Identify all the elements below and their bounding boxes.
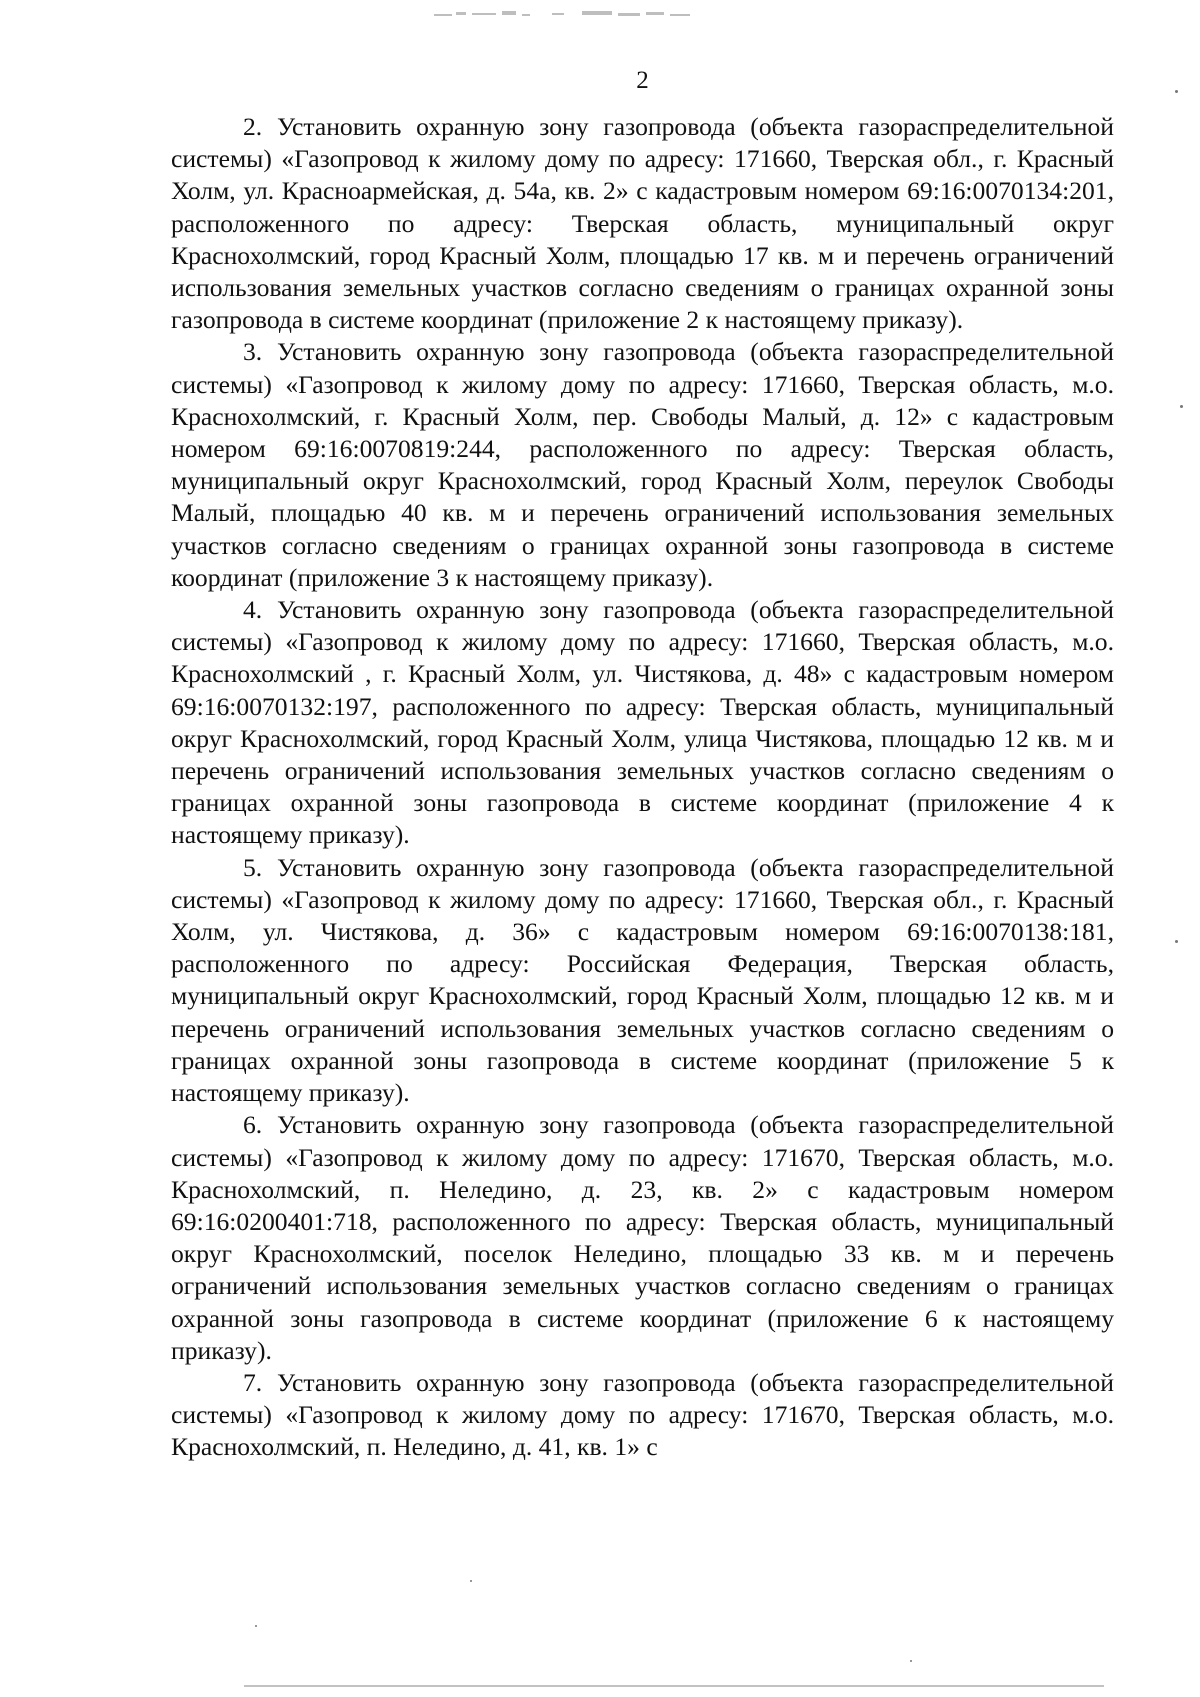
scan-speck [1180, 405, 1183, 408]
scan-speck [1175, 940, 1178, 943]
page-number: 2 [636, 67, 649, 94]
paragraph-item [171, 111, 1114, 336]
paragraph-item [171, 1367, 1114, 1464]
scan-speck [1175, 90, 1178, 93]
scan-artifact [432, 5, 704, 23]
scan-speck [470, 1580, 472, 1582]
paragraph-number: 6. [243, 1110, 263, 1140]
paragraph-text: Установить охранную зону газопровода (объекта газораспределительной системы) «Газопровод к жилому дому по адресу: 171660, Тверская область, м.о. Краснохолмский, г. Красный Холм, пер. Свободы Малый, д. 12» с кадастровым номером 69:16:0070819:244, расположенного по адресу: Тверская область, муниципальный округ Краснохолмский, город Красный Холм, переулок Свободы Малый, площадью 40 кв. м и перечень ограничений использования земельных участков согласно сведениям о границах охранной зоны газопровода в системе координат (приложение 3 к настоящему приказу). [171, 337, 1114, 592]
paragraph-item [171, 1109, 1114, 1367]
paragraph-text: Установить охранную зону газопровода (объекта газораспределительной системы) «Газопровод к жилому дому по адресу: 171660, Тверская область, м.о. Краснохолмский , г. Красный Холм, ул. Чистякова, д. 48» с кадастровым номером 69:16:0070132:197, расположенного по адресу: Тверская область, муниципальный округ Краснохолмский, город Красный Холм, улица Чистякова, площадью 12 кв. м и перечень ограничений использования земельных участков согласно сведениям о границах охранной зоны газопровода в системе координат (приложение 4 к настоящему приказу). [171, 595, 1114, 850]
document-body [171, 111, 1114, 1464]
paragraph-number: 2. [243, 112, 263, 141]
paragraph-text: Установить охранную зону газопровода (объекта газораспределительной системы) «Газопровод к жилому дому по адресу: 171660, Тверская обл., г. Красный Холм, ул. Красноармейская, д. 54а, кв. 2» с кадастровым номером 69:16:0070134:201, расположенного по адресу: Тверская область, муниципальный округ Краснохолмский, город Красный Холм, площадью 17 кв. м и перечень ограничений использования земельных участков согласно сведениям о границах охранной зоны газопровода в системе координат (приложение 2 к настоящему приказу). [171, 112, 1114, 335]
scan-speck [255, 1625, 257, 1627]
paragraph-number: 5. [243, 852, 263, 882]
scan-speck [910, 1660, 912, 1662]
scan-edge-line [244, 1685, 1104, 1687]
paragraph-item [171, 594, 1114, 852]
paragraph-text: Установить охранную зону газопровода (объекта газораспределительной системы) «Газопровод к жилому дому по адресу: 171670, Тверская область, м.о. Краснохолмский, п. Неледино, д. 23, кв. 2» с кадастровым номером 69:16:0200401:718, расположенного по адресу: Тверская область, муниципальный округ Краснохолмский, поселок Неледино, площадью 33 кв. м и перечень ограничений использования земельных участков согласно сведениям о границах охранной зоны газопровода в системе координат (приложение 6 к настоящему приказу). [171, 1110, 1114, 1365]
paragraph-item [171, 336, 1114, 594]
paragraph-text: Установить охранную зону газопровода (объекта газораспределительной системы) «Газопровод к жилому дому по адресу: 171670, Тверская область, м.о. Краснохолмский, п. Неледино, д. 41, кв. 1» с [171, 1367, 1114, 1462]
paragraph-number: 3. [243, 337, 263, 367]
paragraph-text: Установить охранную зону газопровода (объекта газораспределительной системы) «Газопровод к жилому дому по адресу: 171660, Тверская обл., г. Красный Холм, ул. Чистякова, д. 36» с кадастровым номером 69:16:0070138:181, расположенного по адресу: Российская Федерация, Тверская область, муниципальный округ Краснохолмский, город Красный Холм, площадью 12 кв. м и перечень ограничений использования земельных участков согласно сведениям о границах охранной зоны газопровода в системе координат (приложение 5 к настоящему приказу). [171, 852, 1114, 1108]
paragraph-number: 7. [243, 1367, 263, 1397]
paragraph-item [171, 852, 1114, 1110]
paragraph-number: 4. [243, 595, 263, 625]
